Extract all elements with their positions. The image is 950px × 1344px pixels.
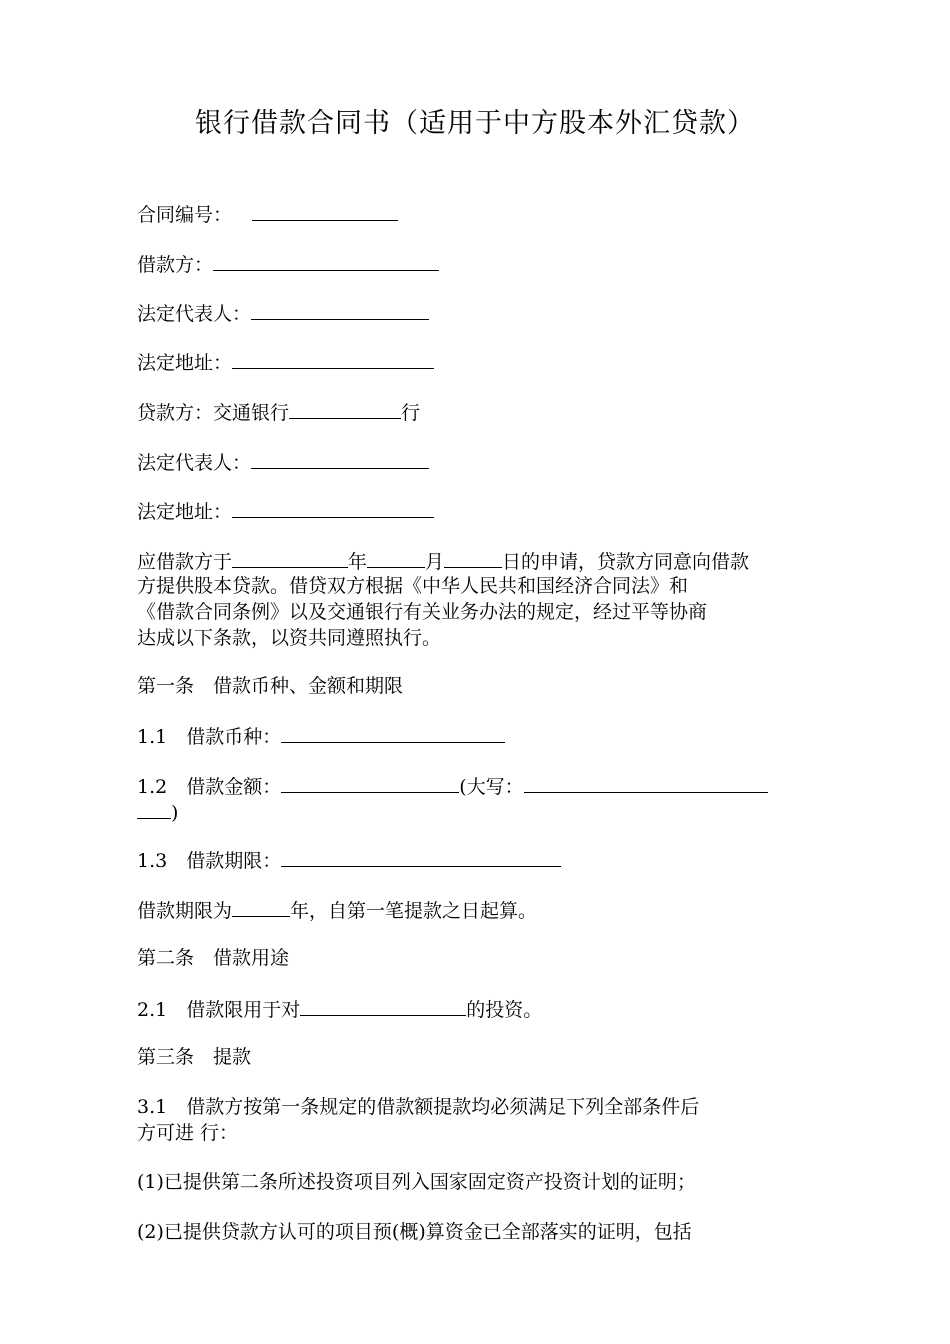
article-3-heading: 第三条 提款 [137, 1046, 252, 1068]
term-text-a: 借款期限为 [137, 900, 233, 922]
amount-capital-close: ) [171, 802, 179, 824]
clause-1-2-cont [137, 798, 178, 826]
borrower-line [137, 250, 439, 278]
clause-1-2-label: 1.2 借款金额： [137, 776, 282, 798]
amount-capital-blank [524, 772, 768, 793]
amount-capital-label: (大写： [459, 776, 524, 798]
clause-2-1-text-a: 2.1 借款限用于对 [137, 999, 301, 1021]
lender-addr-line [137, 497, 434, 525]
amount-blank [281, 772, 459, 793]
borrower-rep-label: 法定代表人： [137, 303, 252, 325]
contract-no-blank [252, 200, 398, 221]
amount-capital-blank-cont [137, 798, 171, 819]
condition-item-1: (1)已提供第二条所述投资项目列入国家固定资产投资计划的证明； [137, 1171, 696, 1193]
intro-line-4: 达成以下条款，以资共同遵照执行。 [137, 627, 442, 649]
lender-rep-label: 法定代表人： [137, 452, 252, 474]
lender-addr-label: 法定地址： [137, 501, 233, 523]
borrower-rep-blank [251, 299, 429, 320]
lender-addr-blank [232, 497, 434, 518]
investment-blank [300, 995, 466, 1016]
clause-2-1 [137, 995, 542, 1023]
term-line [137, 896, 537, 924]
currency-blank [281, 722, 505, 743]
term-years-blank [232, 896, 290, 917]
clause-2-1-text-b: 的投资。 [466, 999, 543, 1021]
borrower-label: 借款方： [137, 254, 214, 276]
intro-text: 应借款方于 [137, 551, 233, 573]
lender-rep-blank [251, 448, 429, 469]
year-blank [232, 547, 348, 568]
lender-branch-blank [289, 398, 401, 419]
month-blank [367, 547, 425, 568]
lender-suffix: 行 [401, 402, 421, 424]
clause-3-1-line-2: 方可进 行： [137, 1122, 239, 1144]
borrower-addr-blank [232, 348, 434, 369]
clause-3-1-line-1: 3.1 借款方按第一条规定的借款额提款均必须满足下列全部条件后 [137, 1096, 700, 1118]
intro-line-3: 《借款合同条例》以及交通银行有关业务办法的规定，经过平等协商 [137, 601, 708, 623]
contract-no-line [137, 200, 398, 228]
clause-1-2 [137, 772, 768, 800]
borrower-rep-line [137, 299, 429, 327]
term-blank [281, 846, 561, 867]
lender-line [137, 398, 420, 426]
lender-prefix: 贷款方：交通银行 [137, 402, 290, 424]
document-title: 银行借款合同书（适用于中方股本外汇贷款） [195, 108, 755, 139]
borrower-addr-label: 法定地址： [137, 352, 233, 374]
clause-1-3-label: 1.3 借款期限： [137, 850, 282, 872]
intro-text-rest: 日的申请，贷款方同意向借款 [502, 551, 750, 573]
condition-item-2: (2)已提供贷款方认可的项目预(概)算资金已全部落实的证明，包括 [137, 1221, 692, 1243]
clause-1-1 [137, 722, 505, 750]
contract-no-label: 合同编号： [137, 204, 233, 226]
clause-1-1-label: 1.1 借款币种： [137, 726, 282, 748]
intro-line-1 [137, 547, 749, 575]
borrower-addr-line [137, 348, 434, 376]
term-text-b: 年，自第一笔提款之日起算。 [290, 900, 538, 922]
month-label: 月 [425, 551, 445, 573]
borrower-blank [213, 250, 439, 271]
lender-rep-line [137, 448, 429, 476]
intro-line-2: 方提供股本贷款。借贷双方根据《中华人民共和国经济合同法》和 [137, 575, 689, 597]
article-2-heading: 第二条 借款用途 [137, 947, 290, 969]
year-label: 年 [348, 551, 368, 573]
day-blank [444, 547, 502, 568]
clause-1-3 [137, 846, 561, 874]
article-1-heading: 第一条 借款币种、金额和期限 [137, 675, 404, 697]
